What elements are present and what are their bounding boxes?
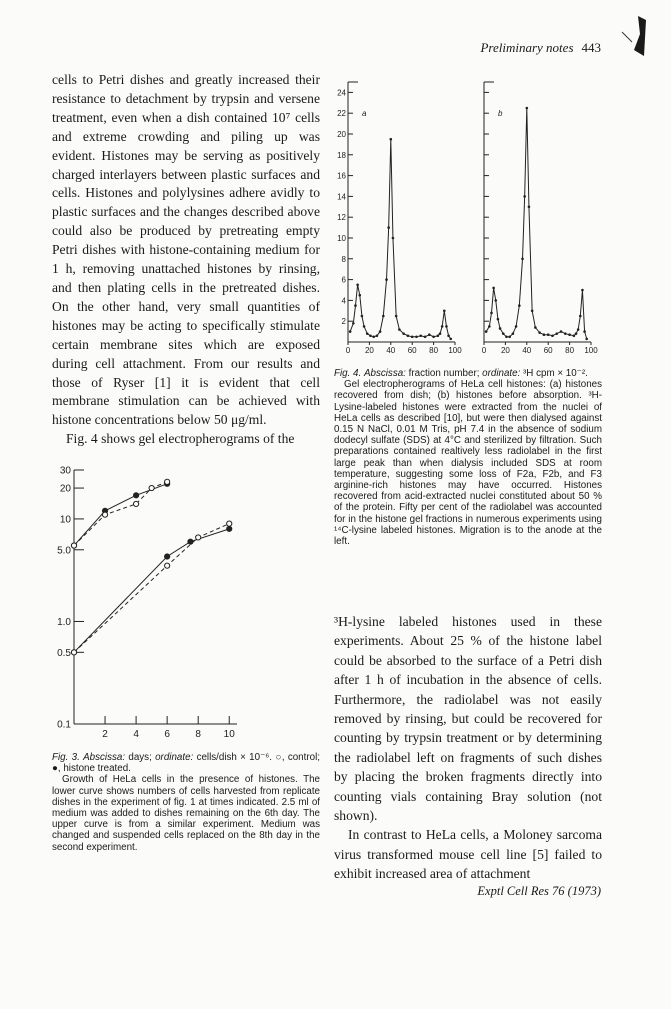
fig4b-point-7 [502,332,505,335]
fig4b-point-22 [551,334,554,337]
fig3-series-3-point-2 [196,535,201,540]
corner-mark [612,12,648,62]
fig4a-point-24 [424,336,427,339]
fig4a-point-25 [428,333,431,336]
fig4a-point-28 [439,332,442,335]
fig4a-point-8 [369,334,372,337]
fig4a-point-16 [392,237,395,240]
fig4-ordinate: ³H cpm × 10⁻². [523,368,588,379]
fig4a-point-20 [407,334,410,337]
fig4a-x-tick-label-3: 60 [407,346,417,355]
fig4b-point-26 [568,333,571,336]
fig4a-y-tick-label-11: 24 [337,88,346,98]
fig4a-point-33 [449,338,452,341]
fig3-ordinate: cells/dish × 10⁻⁶. ○, control; ●, histone treated. [52,752,320,775]
fig3-series-2-point-1 [165,554,170,559]
fig3-x-tick-label-3: 8 [195,729,201,740]
page-number: 443 [581,40,601,55]
fig4b-point-16 [528,206,531,209]
fig4a-point-0 [349,330,352,333]
fig4a-point-7 [366,332,369,335]
fig4-caption-body: Gel electropherograms of HeLa cell histones: (a) histones recovered from dish; (b) histones before absorption. ³H-Lysine-labeled histones were extracted from the nuclei of HeLa cells as described [10], but were then dialysed against 0.15 N NaCl, 0.01 M Tris, pH 7.4 in the absence of sodium dodecyl sulfate (SDS) at 4°C and sterilized by filtration. Such preparations contained realtively less radiolabel in the first large peak than when dialysis included SDS at room temperature, suggesting some loss of F2a, F2b, and F3 arginine-rich histones may have occurred. Histones recovered from acid-extracted nuclei constituted about 50 % of the protein. Fifty per cent of the radiolabel was accounted for in the histone gel fractions in numerous experiments using ¹⁴C-lysine labeled histones. Migration is to the anode at the left. [334,379,602,548]
fig3-series-0-point-2 [133,493,138,498]
fig4a-point-30 [443,310,446,313]
fig4b-x-tick-label-1: 20 [500,346,510,355]
fig4b-point-29 [577,328,580,331]
fig3-series-1-point-2 [133,501,138,506]
running-title: Preliminary notes [480,40,574,55]
fig4b-point-31 [581,289,584,292]
fig3-y-tick-label-5: 20 [59,483,71,495]
fig4a-y-tick-label-9: 20 [337,130,346,139]
fig3-y-tick-label-0: 0.1 [57,719,71,731]
fig4a-point-4 [358,294,361,297]
fig4b-point-10 [512,332,515,335]
fig4b-point-6 [499,327,502,330]
fig3-abscissa: days; [128,752,152,763]
fig3-caption [52,752,320,853]
fig3-y-tick-label-1: 0.5 [57,647,71,659]
fig4b-point-33 [585,338,588,341]
fig4a-y-tick-label-5: 12 [337,213,346,223]
fig4a-x-tick-label-2: 40 [386,346,396,355]
fig4a-point-21 [411,336,414,339]
fig4a-x-tick-label-4: 80 [429,346,439,355]
fig4a-x-tick-label-1: 20 [364,346,374,355]
fig4a-point-22 [415,336,418,339]
fig4b-point-0 [485,330,488,333]
fig4b-point-5 [497,318,500,321]
fig4-caption [334,368,602,547]
fig4a-point-14 [387,226,390,229]
fig4a-y-tick-label-8: 18 [337,150,346,160]
fig4b-point-32 [583,330,586,333]
fig3-label: Fig. 3. [52,752,80,763]
fig4a-point-11 [379,330,382,333]
fig4b-x-tick-label-2: 40 [522,346,532,355]
fig4b-trace [486,108,587,339]
fig4a-trace [350,139,451,339]
fig4-chart [334,72,604,364]
fig3-series-1-point-1 [102,512,107,517]
fig4b-point-1 [488,325,491,328]
fig3-y-tick-label-6: 30 [59,465,71,477]
fig4b-panel-label: b [498,109,503,119]
fig4a-y-tick-label-1: 4 [341,296,346,306]
fig3-abscissa-label: Abscissa: [83,752,126,763]
fig4a-y-tick-label-10: 22 [337,109,346,119]
fig4a-point-15 [390,138,393,141]
fig4b-point-23 [555,332,558,335]
fig4-label: Fig. 4. [334,368,362,379]
fig4b-point-2 [490,312,493,315]
fig4a-point-5 [361,315,364,318]
left-paragraph-1: cells to Petri dishes and greatly increased their resistance to detachment by trypsin and versene treatment, even when a dish contained 10⁷ cells and extreme crowding and piling up was evident. Histones may be serving as positively charged interlayers between plastic surfaces and cells. Histones and polylysines adhere avidly to plastic surfaces and the changes described above could also be produced by pretreating empty Petri dishes with histone-containing medium for 1 h, removing unattached histones by rinsing, and then plating cells in the pretreated dishes. On the other hand, very small quantities of histones may be acting to specifically stimulate certain membrane sites which are exposed during cell attachment. From our results and those of Ryser [1] it is evident that cell membrane stimulation can be achieved with histone concentrations below 50 μg/ml. [52,72,320,428]
fig4a-y-tick-label-2: 6 [341,275,346,285]
fig4a-point-18 [398,328,401,331]
left-column-text [52,71,320,449]
fig3-series-3-point-3 [227,521,232,526]
fig4-ordinate-label: ordinate: [482,368,521,379]
fig3-series-2-point-3 [227,526,232,531]
fig4-abscissa-label: Abscissa: [363,368,406,379]
fig4b-point-13 [521,258,524,261]
fig3-x-tick-label-0: 2 [102,729,108,740]
fig3-series-1-point-3 [149,485,154,490]
right-paragraph-1: ³H-lysine labeled histones used in these experiments. About 25 % of the histone label could be absorbed to the surface of a Petri dish after 1 h of incubation in the absence of cells. Furthermore, the radiolabel was not easily removed by rinsing, but could be recovered for counting by trypsin treatment or by determining the radiolabel left on fragments of such dishes by placing the broken fragments directly into counting vials containing Bray solution (not shown). [334,614,602,824]
fig4a-point-17 [395,315,398,318]
fig4a-point-31 [445,325,448,328]
fig4b-point-24 [560,330,563,333]
fig4b-point-19 [538,331,541,334]
fig3-series-3-line [74,524,229,653]
fig3-series-3-point-1 [165,563,170,568]
fig4b-point-18 [534,326,537,329]
fig4a-point-9 [372,336,375,339]
fig4b-point-8 [505,336,508,339]
fig3-chart [52,462,322,752]
fig4a-point-19 [402,332,405,335]
fig4a-point-3 [356,284,359,287]
fig4a-x-tick-label-5: 100 [448,346,462,355]
fig4a-y-tick-label-4: 10 [337,234,346,243]
fig4a-x-tick-label-0: 0 [345,346,351,355]
fig3-series-2-point-2 [188,539,193,544]
fig4a-point-26 [432,336,435,339]
fig4b-x-tick-label-3: 60 [543,346,553,355]
left-paragraph-2: Fig. 4 shows gel electropherograms of the [66,431,295,447]
fig3-series-0-line [74,484,167,546]
fig4b-point-12 [518,304,521,307]
fig4a-point-2 [354,304,357,307]
fig4a-point-1 [352,322,355,325]
fig4a-y-tick-label-7: 16 [337,171,346,181]
fig4a-y-tick-label-6: 14 [337,192,346,202]
fig4a-point-6 [363,325,366,328]
fig4b-point-14 [523,195,526,198]
fig3-series-1-point-4 [165,479,170,484]
fig4a-y-tick-label-0: 2 [341,317,346,327]
fig3-x-tick-label-4: 10 [223,729,235,740]
fig3-x-tick-label-1: 4 [133,729,139,740]
fig3-caption-body: Growth of HeLa cells in the presence of histones. The lower curve shows numbers of cells harvested from replicate dishes in the experiment of fig. 1 at times indicated. 2.5 ml of medium was added to dishes remaining on the 6th day. The upper curve is from a similar experiment. Medium was changed and suspended cells replaced on the 8th day in the second experiment. [52,774,320,853]
fig4a-point-23 [419,334,422,337]
journal-footer: Exptl Cell Res 76 (1973) [477,884,601,898]
fig4b-point-4 [494,299,497,302]
fig4a-panel-label: a [362,109,367,119]
fig3-x-tick-label-2: 6 [164,729,170,740]
fig4b-point-17 [531,310,534,313]
fig4a-point-13 [385,278,388,281]
fig3-y-tick-label-3: 5.0 [57,545,71,557]
fig4b-point-11 [515,325,518,328]
fig4b-point-15 [526,107,529,110]
fig4b-point-21 [547,333,550,336]
fig4b-x-tick-label-5: 100 [584,346,598,355]
fig4a-point-27 [437,334,440,337]
fig4b-point-30 [579,315,582,318]
fig4a-point-29 [441,325,444,328]
right-paragraph-2: In contrast to HeLa cells, a Moloney sarcoma virus transformed mouse cell line [5] failed to exhibit increased area of attachment [334,827,602,882]
fig3-y-tick-label-2: 1.0 [57,616,71,628]
fig4a-point-32 [447,334,450,337]
fig4b-point-3 [492,287,495,290]
fig3-series-1-point-0 [71,543,76,548]
fig4b-point-28 [575,332,578,335]
fig4b-point-27 [573,334,576,337]
fig4b-point-20 [543,333,546,336]
fig4b-x-tick-label-0: 0 [481,346,487,355]
fig3-series-1-line [74,482,167,546]
fig3-series-2-line [74,529,229,652]
fig3-series-3-point-0 [71,650,76,655]
fig4a-y-tick-label-3: 8 [341,254,346,264]
fig4a-point-12 [382,315,385,318]
fig4b-point-9 [508,336,511,339]
fig3-ordinate-label: ordinate: [155,752,194,763]
running-header [480,40,601,56]
fig4b-x-tick-label-4: 80 [565,346,575,355]
fig4a-point-10 [376,334,379,337]
fig4b-point-25 [564,332,567,335]
fig4-abscissa: fraction number; [408,368,480,379]
fig3-y-tick-label-4: 10 [59,514,71,526]
right-column-text [334,612,602,884]
